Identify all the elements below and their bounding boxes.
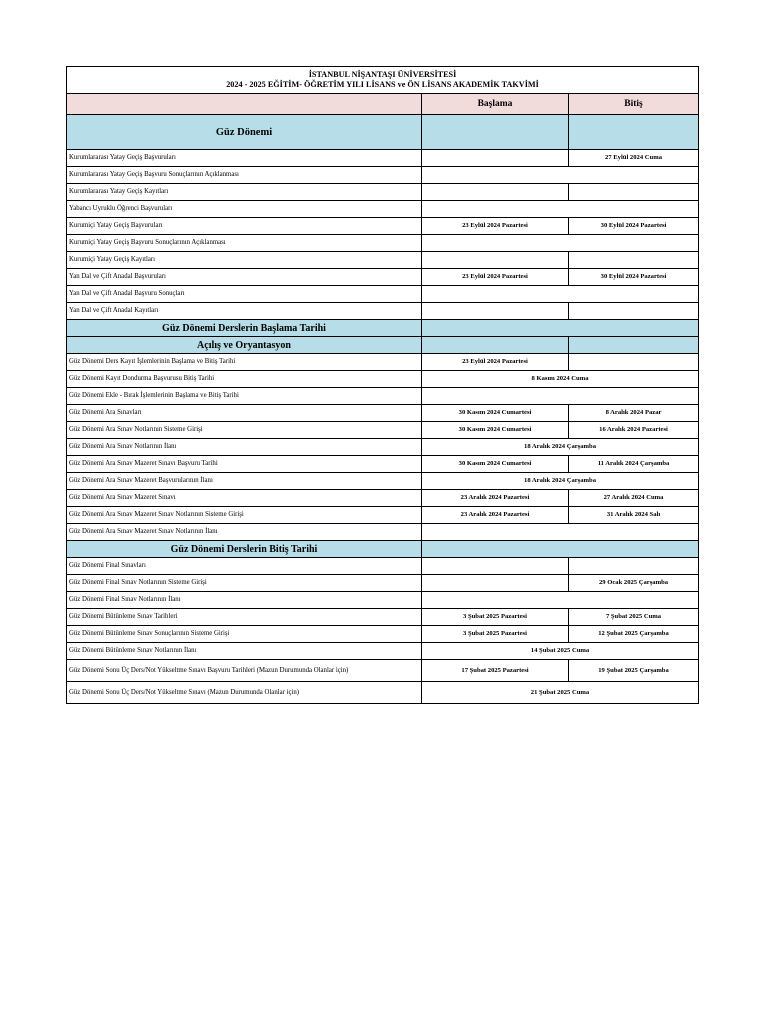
table-row (67, 252, 699, 269)
event-label: Yan Dal ve Çift Anadal Başvuru Sonuçları (67, 286, 422, 303)
start-date: 30 Kasım 2024 Cumartesi (422, 405, 569, 422)
event-label: Güz Dönemi Bütünleme Sınav Notlarının İlanı (67, 643, 422, 660)
event-label: Kurumiçi Yatay Geçiş Başvuru Sonuçlarının Açıklanması (67, 235, 422, 252)
section-date-cell (422, 320, 699, 337)
event-date: 8 Kasım 2024 Cuma (422, 371, 699, 388)
end-date: 7 Şubat 2025 Cuma (569, 609, 699, 626)
table-row (67, 507, 699, 524)
event-date: 14 Şubat 2025 Cuma (422, 643, 699, 660)
table-row (67, 439, 699, 456)
event-label: Güz Dönemi Ara Sınav Mazeret Sınav Notlarının Sisteme Girişi (67, 507, 422, 524)
start-date: 23 Aralık 2024 Pazartesi (422, 490, 569, 507)
event-label: Kurumlararası Yatay Geçiş Başvuru Sonuçlarının Açıklanması (67, 167, 422, 184)
table-row (67, 405, 699, 422)
table-row (67, 371, 699, 388)
table-row (67, 422, 699, 439)
table-row (67, 524, 699, 541)
start-date (422, 252, 569, 269)
event-label: Kurumiçi Yatay Geçiş Başvuruları (67, 218, 422, 235)
end-date: 27 Aralık 2024 Cuma (569, 490, 699, 507)
start-date: 3 Şubat 2025 Pazartesi (422, 609, 569, 626)
calendar-title (67, 67, 699, 94)
table-row (67, 235, 699, 252)
end-date: 16 Aralık 2024 Pazartesi (569, 422, 699, 439)
event-date (422, 286, 699, 303)
section-start-cell (422, 115, 569, 150)
section-row (67, 320, 699, 337)
start-date: 17 Şubat 2025 Pazartesi (422, 660, 569, 682)
event-label: Güz Dönemi Final Sınavları (67, 558, 422, 575)
event-date: 18 Aralık 2024 Çarşamba (422, 473, 699, 490)
header-end: Bitiş (569, 94, 699, 115)
start-date: 23 Aralık 2024 Pazartesi (422, 507, 569, 524)
calendar-subtitle: 2024 - 2025 EĞİTİM- ÖĞRETİM YILI LİSANS ve ÖN LİSANS AKADEMİK TAKVİMİ (226, 80, 539, 89)
event-label: Güz Dönemi Final Sınav Notlarının İlanı (67, 592, 422, 609)
event-label: Yan Dal ve Çift Anadal Başvuruları (67, 269, 422, 286)
title-row (67, 67, 699, 94)
start-date (422, 184, 569, 201)
end-date: 8 Aralık 2024 Pazar (569, 405, 699, 422)
start-date: 23 Eylül 2024 Pazartesi (422, 218, 569, 235)
table-row (67, 643, 699, 660)
event-date (422, 167, 699, 184)
end-date (569, 354, 699, 371)
end-date: 11 Aralık 2024 Çarşamba (569, 456, 699, 473)
section-title: Güz Dönemi Derslerin Başlama Tarihi (67, 320, 422, 337)
end-date: 31 Aralık 2024 Salı (569, 507, 699, 524)
event-label: Güz Dönemi Ara Sınavları (67, 405, 422, 422)
end-date: 30 Eylül 2024 Pazartesi (569, 218, 699, 235)
event-label: Güz Dönemi Sonu Üç Ders/Not Yükseltme Sınavı Başvuru Tarihleri (Mazun Durumunda Olanlar için) (67, 660, 422, 682)
table-row (67, 609, 699, 626)
table-row (67, 218, 699, 235)
event-label: Yabancı Uyruklu Öğrenci Başvuruları (67, 201, 422, 218)
table-row (67, 167, 699, 184)
event-date (422, 592, 699, 609)
event-date: 18 Aralık 2024 Çarşamba (422, 439, 699, 456)
event-label: Güz Dönemi Bütünleme Sınav Tarihleri (67, 609, 422, 626)
event-label: Güz Dönemi Final Sınav Notlarının Sisteme Girişi (67, 575, 422, 592)
table-row (67, 490, 699, 507)
section-title: Açılış ve Oryantasyon (67, 337, 422, 354)
event-label: Güz Dönemi Ara Sınav Mazeret Sınavı (67, 490, 422, 507)
table-row (67, 575, 699, 592)
event-label: Güz Dönemi Ara Sınav Mazeret Sınavı Başvuru Tarihi (67, 456, 422, 473)
section-start-cell (422, 337, 569, 354)
section-title: Güz Dönemi Derslerin Bitiş Tarihi (67, 541, 422, 558)
table-row (67, 473, 699, 490)
end-date: 27 Eylül 2024 Cuma (569, 150, 699, 167)
event-date (422, 235, 699, 252)
event-label: Güz Dönemi Ara Sınav Notlarının Sisteme Girişi (67, 422, 422, 439)
start-date: 23 Eylül 2024 Pazartesi (422, 269, 569, 286)
table-row (67, 286, 699, 303)
header-row (67, 94, 699, 115)
start-date: 23 Eylül 2024 Pazartesi (422, 354, 569, 371)
table-row (67, 592, 699, 609)
event-label: Güz Dönemi Ara Sınav Mazeret Sınav Notlarının İlanı (67, 524, 422, 541)
university-name: İSTANBUL NİŞANTAŞI ÜNİVERSİTESİ (308, 70, 457, 79)
header-blank (67, 94, 422, 115)
table-row (67, 303, 699, 320)
end-date: 19 Şubat 2025 Çarşamba (569, 660, 699, 682)
end-date (569, 252, 699, 269)
event-label: Kurumiçi Yatay Geçiş Kayıtları (67, 252, 422, 269)
event-label: Güz Dönemi Ara Sınav Notlarının İlanı (67, 439, 422, 456)
end-date (569, 303, 699, 320)
event-label: Kurumlararası Yatay Geçiş Başvuruları (67, 150, 422, 167)
table-row (67, 201, 699, 218)
end-date (569, 558, 699, 575)
table-row (67, 184, 699, 201)
start-date: 30 Kasım 2024 Cumartesi (422, 456, 569, 473)
table-row (67, 682, 699, 704)
start-date (422, 575, 569, 592)
event-label: Güz Dönemi Ders Kayıt İşlemlerinin Başlama ve Bitiş Tarihi (67, 354, 422, 371)
table-row (67, 150, 699, 167)
event-label: Güz Dönemi Kayıt Dondurma Başvurusu Bitiş Tarihi (67, 371, 422, 388)
event-label: Kurumlararası Yatay Geçiş Kayıtları (67, 184, 422, 201)
event-date (422, 524, 699, 541)
table-row (67, 626, 699, 643)
start-date (422, 303, 569, 320)
section-row (67, 337, 699, 354)
end-date (569, 184, 699, 201)
start-date: 3 Şubat 2025 Pazartesi (422, 626, 569, 643)
table-row (67, 354, 699, 371)
end-date: 29 Ocak 2025 Çarşamba (569, 575, 699, 592)
section-row (67, 115, 699, 150)
start-date (422, 558, 569, 575)
event-label: Güz Dönemi Sonu Üç Ders/Not Yükseltme Sınavı (Mazun Durumunda Olanlar için) (67, 682, 422, 704)
end-date: 12 Şubat 2025 Çarşamba (569, 626, 699, 643)
event-date (422, 388, 699, 405)
section-end-cell (569, 115, 699, 150)
event-date (422, 201, 699, 218)
table-row (67, 388, 699, 405)
event-label: Güz Dönemi Ara Sınav Mazeret Başvurularının İlanı (67, 473, 422, 490)
event-label: Güz Dönemi Bütünleme Sınav Sonuçlarının Sisteme Girişi (67, 626, 422, 643)
event-label: Yan Dal ve Çift Anadal Kayıtları (67, 303, 422, 320)
section-row (67, 541, 699, 558)
end-date: 30 Eylül 2024 Pazartesi (569, 269, 699, 286)
table-row (67, 558, 699, 575)
table-row (67, 456, 699, 473)
section-date-cell (422, 541, 699, 558)
section-title: Güz Dönemi (67, 115, 422, 150)
table-row (67, 660, 699, 682)
academic-calendar-table (66, 66, 699, 704)
section-end-cell (569, 337, 699, 354)
start-date: 30 Kasım 2024 Cumartesi (422, 422, 569, 439)
header-start: Başlama (422, 94, 569, 115)
event-date: 21 Şubat 2025 Cuma (422, 682, 699, 704)
table-row (67, 269, 699, 286)
event-label: Güz Dönemi Ekle - Bırak İşlemlerinin Başlama ve Bitiş Tarihi (67, 388, 422, 405)
start-date (422, 150, 569, 167)
